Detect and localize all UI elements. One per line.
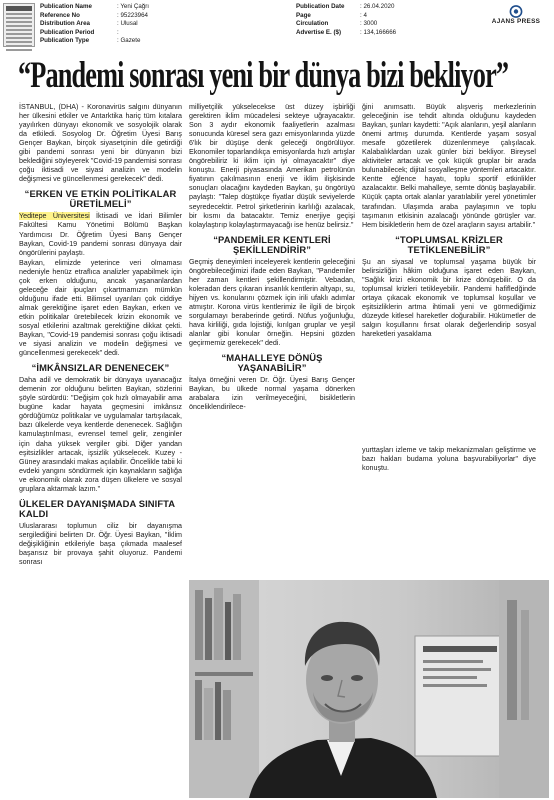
- subheading-ulkeler-dayanisma: ÜLKELER DAYANIŞMADA SINIFTA KALDI: [19, 497, 175, 519]
- meta-key: Publication Name: [40, 3, 92, 10]
- ajans-press-logo: [484, 5, 548, 27]
- meta-value: :: [117, 28, 119, 36]
- meta-row: [40, 20, 149, 29]
- subheading-imkansizlar: “İMKÂNSIZLAR DENENECEK”: [31, 362, 170, 374]
- paragraph: İtalya örneğini veren Dr. Öğr. Üyesi Barış Gençer Baykan, bu ülkede normal yaşama dönerken arabalara izin verilmeyeceğini, bisikletlerin önceliklendirilece-: [189, 376, 355, 412]
- article-headline: “Pandemi sonrası yeni bir dünya bizi bekliyor”: [18, 55, 509, 96]
- subheading-erken-etkin: “ERKEN VE ETKİN POLİTİKALAR ÜRETİLMELİ”: [24, 188, 177, 210]
- paragraph: Yeditepe Üniversitesi İktisadi ve İdari Bilimler Fakültesi Kamu Yönetimi Bölümü Başkan Yardımcısı Dr. Öğretim Üyesi Barış Gençer Baykan, Covid-19 pandemi sonrası dünyaya dair öngörülerini paylaştı.: [19, 212, 183, 257]
- meta-row: [40, 37, 149, 46]
- meta-value: : 4: [360, 11, 367, 19]
- meta-value: : 3000: [360, 20, 378, 28]
- paragraph: ğini anımsattı. Büyük alışveriş merkezlerinin geleceğinin ise tehdit altında olduğunu kaydeden Baykan, şunları kaydetti: "Açık alanların, yeşil alanların önemi artmış durumda. Kentlerde yaşam sosyal mesafe gözetilerek düzenlenmeye çalışılacak. Kalabalıklardan uzak günler bizi bekliyor. Bireysel aktiviteler artacak ve çok küçük gruplar bir arada bulunabilecek; dijital sosyalleşme yöntemleri artacaktır. Kentte eğlence hayatı, toplu sportif etkinlikler azalacaktır. Belki mahalleye, semte dönüş başlayabilir. Küçük çapta ortak alanlar yaratılabilir yerel yönetimler tarafından. Ulaşımda araba paylaşımın ve toplu taşımanın etkisinin azalacağı yönünde görüşler var. Hem bisikletlerin hem de özel araçların sayısı artabilir.": [362, 103, 536, 229]
- meta-row: [296, 29, 396, 38]
- meta-key: Publication Date: [296, 3, 345, 10]
- paragraph: milliyetçilik yükselecekse üst düzey işbirliği gerektiren iklim mücadelesi sekteye uğrayacaktır. Son 3 aydır ekonomik faaliyetlerin azalması sonucunda küresel sera gazı emisyonlarında yüzde 6'lık bir düşüşe denk geleceği öngörülüyor. Ekonomiler toparlandıkça emisyonlarda hızlı artışlar öngörebiliriz ki iklim için iyi olmayacaktır" diye konuştu. Enerji piyasasında Amerikan petrolünün fiyatının çakılmasının enerji ve iklim ilişkisinde sonuçları olacağını kaydeden Baykan, şu öngörüyü paylaştı: "Talep düştükçe fiyatlar düşük seviyelerde seyredecektir. Petrol şirketlerinin karlılığı azalacak, bir kısmı da batacaktır. Temiz enerjiye geçişi kolaylaştırıp kolaylaştırmayacağı ise henüz belirsiz.": [189, 103, 355, 229]
- subheading-toplumsal-krizler: “TOPLUMSAL KRİZLER TETİKLENEBİLİR”: [395, 233, 503, 255]
- meta-value: : 26.04.2020: [360, 3, 395, 10]
- paragraph: yurttaşları izleme ve takip mekanizmaları geliştirme ve bazı hakları budama yoluna başvurabiliyorlar" diye konuştu.: [362, 446, 536, 473]
- paragraph: Geçmiş deneyimleri inceleyerek kentlerin geleceğini öngörebileceğimizi ifade eden Baykan, "Pandemiler her zaman kentleri şekillendirmiştir. Vebadan, koleradan ders çıkaran insanlık kentlerin altyapı, su, hijyen vs. konularını çözmek için irili ufaklı adımlar atmıştır. Korona virüs kentlerimiz ile ilgili de birçok sorgulamayı beraberinde getirdi. Nüfus yoğunluğu, hava kirliliği, gıda lojistiği, kırılgan gruplar ve yeşil alanlar gibi konular örneğin. Hepsini gözden geçirmemiz gerekecek" dedi.: [189, 257, 355, 348]
- paragraph: Şu an siyasal ve toplumsal yaşama büyük bir belirsizliğin hâkim olduğuna işaret eden Baykan, "Sağlık krizi ekonomik bir krize dönüşebilir. O da toplumsal krizleri tetikleyebilir. Pandemi hafifledğinde ortaya çıkacak ekonomik ve toplumsal koşullar ve eşitsizliklerin artma ihtimali yeni ve görmediğimiz düzeyde kitlesel hareketler doğurabilir. Hükümetler de salgın koşullarını fırsat olarak değerlendirip sosyal hareketleri yasaklama: [362, 257, 536, 339]
- meta-row: [40, 3, 149, 12]
- article-column-3: [362, 103, 536, 446]
- meta-value: : 134,166666: [360, 28, 397, 36]
- brand-name: AJANS PRESS: [491, 18, 541, 25]
- meta-row: [296, 3, 396, 12]
- paragraph: Baykan, elimizde yeterince veri olmaması nedeniyle henüz etraflıca analizler yapabilmek için çok erken olduğunu, ancak yaşananlardan geleceğe dair ipuçları çıkartmamızın mümkün olduğunu ifade etti. Bilimsel uyarıları çok ciddiye almak gerektiğine işaret eden Baykan, erken ve etkin politikalar üretebilecek krizin ekonomik ve sosyal etkilerini azaltmak gerektiğine dikkat çekti. Baykan, "Covid-19 pandemisi sonrası çoğu iktisadi ve siyasi analizin ve modelin değişmesi ve güncellenmesi gerekecek" dedi.: [19, 258, 182, 358]
- meta-key: Advertise E. ($): [296, 28, 342, 36]
- meta-value: : Ulusal: [117, 20, 138, 28]
- subheading-mahalleye-donus: “MAHALLEYE DÖNÜŞ YAŞANABİLİR”: [221, 352, 323, 374]
- publication-meta-left: [40, 3, 149, 46]
- article-column-1: [19, 103, 182, 793]
- lead-paragraph: İSTANBUL, (DHA) - Koronavirüs salgını dünyanın her ülkesini etkiler ve Antarktika hariç tüm kıtalara yayılırken dünyayı ekonomik ve sosyolojik olarak da etkiledi. Sosyolog Dr. Öğretim Üyesi Barış Gençer Baykan, birçok siyasetçinin dile getirdiği gibi pandemi sonrası yeni bir dünyanın bizi beklediğini söyleyerek "Covid-19 pandemisi sonrası çoğu iktisadi ve siyasi analizin ve modelin değişmesi ve güncellenmesi gerekecek" dedi.: [19, 103, 182, 184]
- article-column-2: [189, 103, 355, 578]
- meta-key: Publication Type: [40, 37, 90, 45]
- meta-row: [40, 29, 149, 38]
- meta-row: [296, 20, 396, 29]
- article-column-3-continued: [362, 446, 536, 576]
- subheading-pandemiler-kentleri: “PANDEMİLER KENTLERİ ŞEKİLLENDİRİR”: [213, 233, 331, 255]
- meta-value: : Gazete: [117, 37, 141, 45]
- meta-key: Page: [296, 11, 311, 19]
- paragraph: Daha adil ve demokratik bir dünyaya uyanacağız demenin zor olduğunu belirten Baykan, sözlerini şöyle sürdürdü: "Değişim çok hızlı olmayabilir ama bugüne kadar hayata geçmesini imkânsız gördüğümüz politikalar ve uygulamalar tartışılacak, bazı ülkelerde veya kentlerde denenecek. Sağlığın kamulaştırılması, evrensel temel gelir, zenginler için daha yüksek vergiler gibi. Diğer yandan eşitsizlikler artacak, işsizlik yükselecek. Kuzey - Güney arasındaki makas açılabilir. Öncelikle tabii ki evdeki yangını söndürmek için kaynakların sağlığa ve ekonomik olarak zora düşen ülkelere ve sosyal gruplara aktarmak lazım.": [19, 376, 182, 493]
- meta-row: [40, 12, 149, 21]
- ajans-press-logo-icon: [484, 5, 548, 18]
- meta-value: : Yeni Çağrı: [117, 3, 149, 10]
- publication-meta-right: [296, 3, 396, 37]
- paragraph: Uluslararası toplumun ciliz bir dayanışma sergilediğini belirten Dr. Öğr. Üyesi Baykan, "İklim değişikliğinin etkileriyle başa çıkmada maalesef başarısız bir provaya şahit oluyoruz. Pandemi sonrası: [19, 521, 182, 566]
- meta-value: : 95223964: [117, 11, 148, 19]
- meta-key: Distribution Area: [40, 20, 90, 28]
- meta-key: Publication Period: [40, 28, 95, 36]
- portrait-photo: [189, 580, 549, 798]
- portrait-photo-image: [189, 580, 549, 798]
- meta-row: [296, 12, 396, 21]
- meta-key: Reference No: [40, 11, 80, 19]
- meta-key: Circulation: [296, 20, 329, 28]
- page-thumbnail: [3, 3, 35, 47]
- highlighted-university-name: Yeditepe Üniversitesi: [19, 212, 90, 221]
